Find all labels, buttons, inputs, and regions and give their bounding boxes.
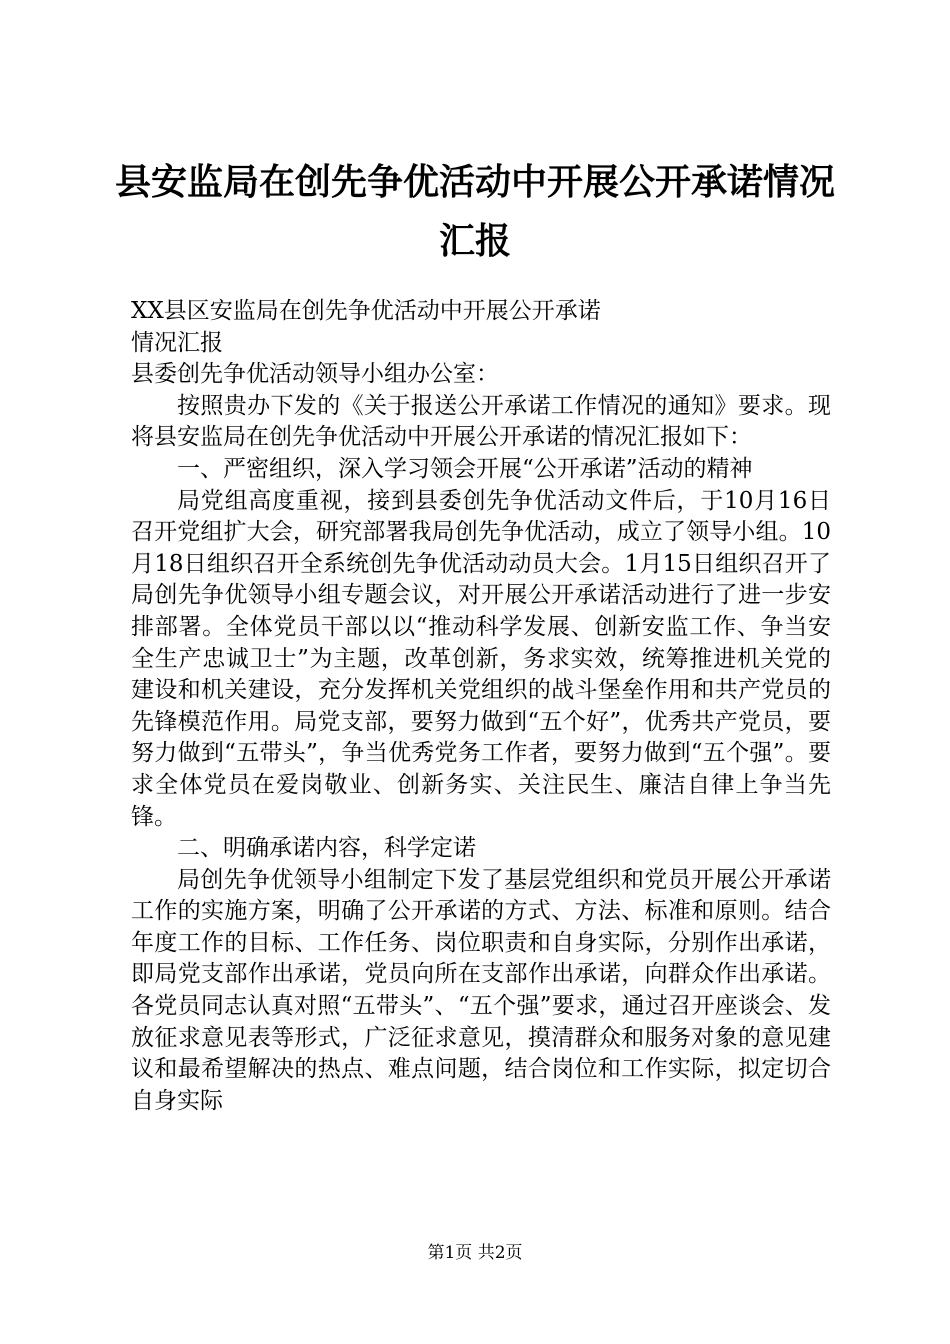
document-body: [131, 296, 831, 1117]
subtitle-line-1: XX县区安监局在创先争优活动中开展公开承诺: [131, 298, 601, 324]
section-heading-1: 一、严密组织，深入学习领会开展“公开承诺”活动的精神: [177, 455, 753, 482]
document-title-line-1: 县安监局在创先争优活动中开展公开承诺情况: [114, 162, 835, 203]
page-footer: 第1页 共2页: [427, 1243, 523, 1263]
intro-paragraph: 按照贵办下发的《关于报送公开承诺工作情况的通知》要求。现将县安监局在创先争优活动中开展公开承诺的情况汇报如下：: [131, 392, 831, 451]
section-heading-2: 二、明确承诺内容，科学定诺: [177, 835, 476, 862]
section-1-paragraph: 局党组高度重视，接到县委创先争优活动文件后，于10月16日召开党组扩大会，研究部署我局创先争优活动，成立了领导小组。10月18日组织召开全系统创先争优活动动员大会。1月15日组织召开了局创先争优领导小组专题会议，对开展公开承诺活动进行了进一步安排部署。全体党员干部以以“推动科学发展、创新安监工作、争当安全生产忠诚卫士”为主题，改革创新，务求实效，统筹推进机关党的建设和机关建设，充分发挥机关党组织的战斗堡垒作用和共产党员的先锋模范作用。局党支部，要努力做到“五个好”，优秀共产党员，要努力做到“五带头”，争当优秀党务工作者，要努力做到“五个强”。要求全体党员在爱岗敬业、创新务实、关注民生、廉洁自律上争当先锋。: [131, 487, 831, 830]
document-title-line-2: 汇报: [438, 221, 511, 262]
addressee: 县委创先争优活动领导小组办公室：: [131, 361, 499, 388]
section-2-paragraph: 局创先争优领导小组制定下发了基层党组织和党员开展公开承诺工作的实施方案，明确了公开承诺的方式、方法、标准和原则。结合年度工作的目标、工作任务、岗位职责和自身实际，分别作出承诺，即局党支部作出承诺，党员向所在支部作出承诺，向群众作出承诺。各党员同志认真对照“五带头”、“五个强”要求，通过召开座谈会、发放征求意见表等形式，广泛征求意见，摸清群众和服务对象的意见建议和最希望解决的热点、难点问题，结合岗位和工作实际，拟定切合自身实际: [131, 866, 831, 1114]
subtitle-line-2: 情况汇报: [131, 329, 223, 356]
